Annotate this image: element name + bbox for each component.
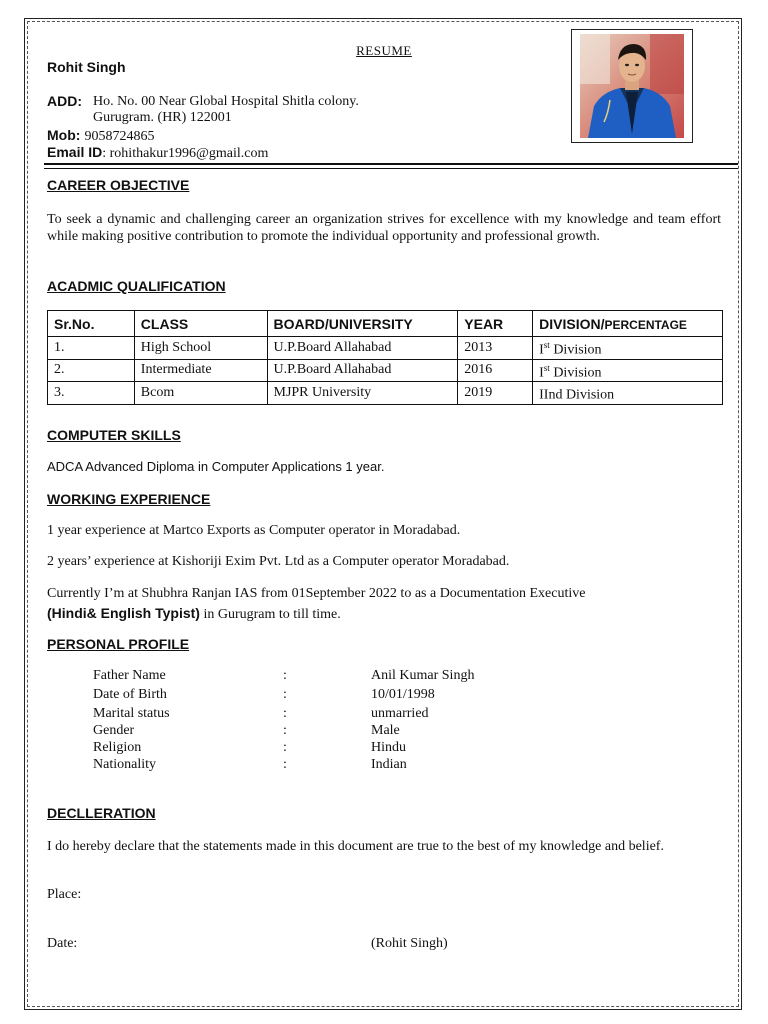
- cell-year: 2013: [458, 337, 533, 360]
- signature-name: (Rohit Singh): [371, 936, 448, 951]
- computer-skills-heading: COMPUTER SKILLS: [47, 427, 181, 443]
- profile-value: unmarried: [371, 706, 429, 721]
- cell-board: U.P.Board Allahabad: [267, 337, 458, 360]
- profile-separator: :: [283, 757, 287, 772]
- profile-separator: :: [283, 668, 287, 683]
- mobile-row: [47, 127, 154, 145]
- cell-division-sup: st: [543, 362, 550, 373]
- profile-value: Hindu: [371, 740, 406, 755]
- table-row: [48, 382, 723, 405]
- place-label: Place:: [47, 887, 82, 902]
- email-value: : rohithakur1996@gmail.com: [102, 146, 269, 161]
- work-line-4-rest: in Gurugram to till time.: [199, 607, 341, 622]
- col-header-division-b: PERCENTAGE: [604, 317, 687, 332]
- cell-sr: 2.: [48, 359, 135, 382]
- col-header-division: [533, 311, 723, 337]
- cell-division-pre: IInd Division: [539, 387, 615, 403]
- cell-year: 2016: [458, 359, 533, 382]
- profile-photo: [571, 29, 693, 143]
- profile-label: Religion: [93, 740, 142, 755]
- person-photo-icon: [580, 34, 684, 138]
- table-row: [48, 359, 723, 382]
- table-row: [48, 337, 723, 360]
- cell-sr: 3.: [48, 382, 135, 405]
- cell-class: Bcom: [134, 382, 267, 405]
- address-label: ADD:: [47, 93, 82, 109]
- col-header-division-a: DIVISION/: [539, 315, 605, 332]
- header-divider-thin: [44, 168, 738, 169]
- col-header-class: CLASS: [134, 311, 267, 337]
- profile-separator: :: [283, 706, 287, 721]
- cell-sr: 1.: [48, 337, 135, 360]
- cell-board: U.P.Board Allahabad: [267, 359, 458, 382]
- computer-skills-text: ADCA Advanced Diploma in Computer Applications 1 year.: [47, 459, 385, 474]
- profile-label: Marital status: [93, 706, 170, 721]
- email-label: Email ID: [47, 144, 103, 160]
- cell-class: Intermediate: [134, 359, 267, 382]
- work-line-4: [47, 605, 341, 623]
- col-header-board: BOARD/UNIVERSITY: [267, 311, 458, 337]
- profile-separator: :: [283, 723, 287, 738]
- address-block: [47, 93, 359, 111]
- work-line-2: 2 years’ experience at Kishoriji Exim Pvt. Ltd as a Computer operator Moradabad.: [47, 554, 510, 569]
- cell-division-sup: st: [543, 340, 550, 350]
- email-row: [47, 144, 268, 162]
- declaration-text: I do hereby declare that the statements made in this document are true to the best of my knowledge and belief.: [47, 839, 664, 854]
- address-line1: Ho. No. 00 Near Global Hospital Shitla colony.: [93, 94, 359, 109]
- work-line-1: 1 year experience at Martco Exports as Computer operator in Moradabad.: [47, 523, 461, 538]
- cell-division: [533, 359, 723, 382]
- resume-title: RESUME: [356, 43, 412, 58]
- cell-class: High School: [134, 337, 267, 360]
- academic-table: [47, 310, 723, 405]
- table-header-row: [48, 311, 723, 337]
- profile-label: Date of Birth: [93, 687, 167, 702]
- personal-profile-heading: PERSONAL PROFILE: [47, 636, 190, 652]
- profile-value: 10/01/1998: [371, 687, 435, 702]
- cell-division-post: Division: [549, 342, 602, 358]
- cell-division-post: Division: [549, 365, 602, 381]
- cell-division: [533, 337, 723, 360]
- career-objective-text: To seek a dynamic and challenging career an organization strives for excellence with my knowledge and team effort while making positive contribution to promote the individual opportunity and professional growth.: [47, 212, 721, 244]
- cell-division-pre: I: [539, 365, 544, 381]
- profile-value: Indian: [371, 757, 407, 772]
- candidate-name: Rohit Singh: [47, 59, 126, 75]
- work-experience-heading: WORKING EXPERIENCE: [47, 491, 211, 507]
- profile-separator: :: [283, 687, 287, 702]
- col-header-sr: Sr.No.: [48, 311, 135, 337]
- career-objective-heading: CAREER OBJECTIVE: [47, 177, 190, 193]
- cell-division: [533, 382, 723, 405]
- address-line2: Gurugram. (HR) 122001: [93, 110, 232, 125]
- profile-label: Father Name: [93, 668, 166, 683]
- mobile-value: 9058724865: [84, 129, 155, 144]
- profile-value: Male: [371, 723, 400, 738]
- profile-label: Nationality: [93, 757, 156, 772]
- cell-division-pre: I: [539, 342, 544, 358]
- mobile-label: Mob:: [47, 127, 81, 143]
- profile-separator: :: [283, 740, 287, 755]
- work-line-4-bold: (Hindi& English Typist): [47, 605, 200, 621]
- header-divider: [44, 163, 738, 165]
- profile-label: Gender: [93, 723, 135, 738]
- academic-heading: ACADMIC QUALIFICATION: [47, 278, 226, 294]
- work-line-3: Currently I’m at Shubhra Ranjan IAS from 01September 2022 to as a Documentation Executive: [47, 586, 586, 601]
- col-header-year: YEAR: [458, 311, 533, 337]
- declaration-heading: DECLLERATION: [47, 805, 156, 821]
- profile-value: Anil Kumar Singh: [371, 668, 475, 683]
- cell-board: MJPR University: [267, 382, 458, 405]
- cell-year: 2019: [458, 382, 533, 405]
- date-label: Date:: [47, 936, 78, 951]
